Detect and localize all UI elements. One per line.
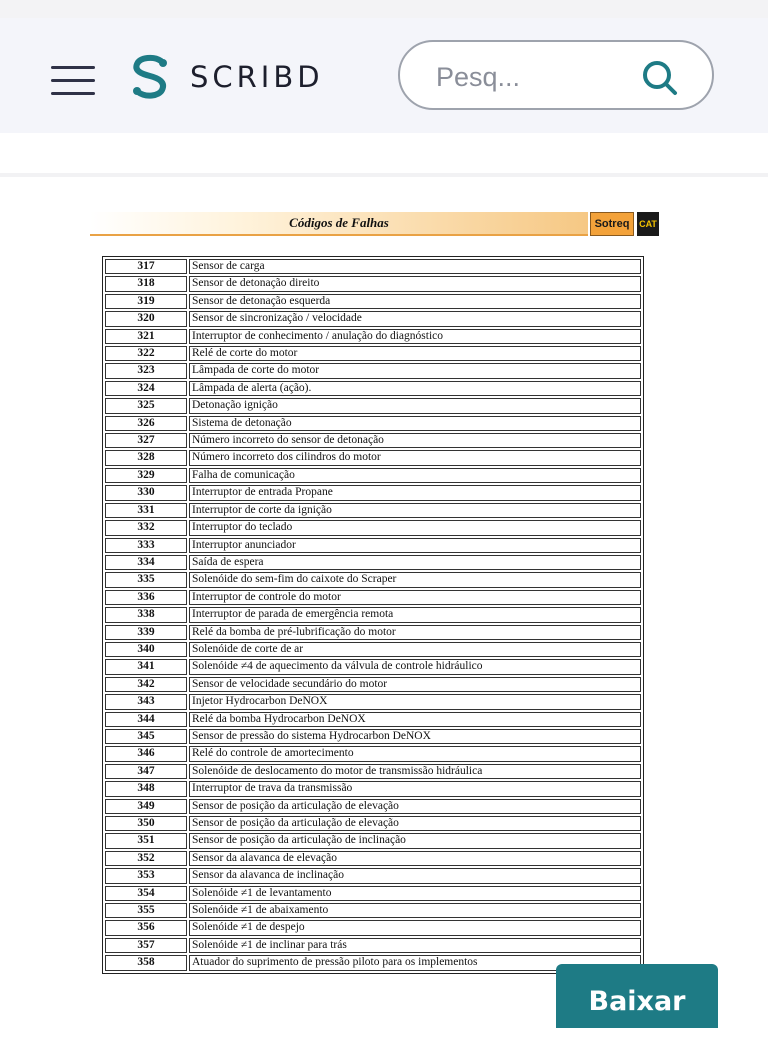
fault-code: 328 [105, 450, 187, 465]
fault-description: Solenóide de corte de ar [189, 642, 641, 657]
fault-description: Solenóide ≠1 de inclinar para trás [189, 938, 641, 953]
scribd-logo[interactable] [128, 52, 368, 102]
fault-code: 333 [105, 538, 187, 553]
fault-code: 334 [105, 555, 187, 570]
fault-description: Relé do controle de amortecimento [189, 746, 641, 761]
fault-code: 332 [105, 520, 187, 535]
fault-description: Interruptor de corte da ignição [189, 503, 641, 518]
fault-code: 357 [105, 938, 187, 953]
table-row [105, 903, 641, 918]
document-title-bar [90, 212, 588, 236]
fault-description: Sensor de detonação esquerda [189, 294, 641, 309]
table-row [105, 329, 641, 344]
fault-code: 345 [105, 729, 187, 744]
fault-code: 317 [105, 259, 187, 274]
fault-description: Interruptor do teclado [189, 520, 641, 535]
fault-description: Atuador do suprimento de pressão piloto para os implementos [189, 955, 641, 970]
fault-description: Falha de comunicação [189, 468, 641, 483]
fault-code: 341 [105, 659, 187, 674]
table-row [105, 555, 641, 570]
search-icon[interactable] [640, 58, 680, 98]
fault-code: 335 [105, 572, 187, 587]
table-row [105, 868, 641, 883]
fault-code: 358 [105, 955, 187, 970]
table-row [105, 694, 641, 709]
fault-code: 350 [105, 816, 187, 831]
fault-description: Sensor de posição da articulação de elevação [189, 799, 641, 814]
fault-description: Solenóide do sem-fim do caixote do Scraper [189, 572, 641, 587]
table-row [105, 276, 641, 291]
table-row [105, 920, 641, 935]
fault-code: 340 [105, 642, 187, 657]
table-row [105, 659, 641, 674]
fault-code: 329 [105, 468, 187, 483]
search-box[interactable] [398, 40, 714, 110]
fault-code: 320 [105, 311, 187, 326]
table-row [105, 450, 641, 465]
fault-description: Relé da bomba de pré-lubrificação do motor [189, 625, 641, 640]
table-row [105, 503, 641, 518]
table-row [105, 381, 641, 396]
fault-description: Sensor de pressão do sistema Hydrocarbon DeNOX [189, 729, 641, 744]
fault-description: Solenóide de deslocamento do motor de transmissão hidráulica [189, 764, 641, 779]
fault-description: Relé de corte do motor [189, 346, 641, 361]
table-row [105, 677, 641, 692]
table-row [105, 816, 641, 831]
fault-description: Solenóide ≠1 de despejo [189, 920, 641, 935]
status-strip [0, 0, 768, 18]
fault-code: 355 [105, 903, 187, 918]
table-row [105, 851, 641, 866]
fault-code: 344 [105, 712, 187, 727]
fault-description: Sistema de detonação [189, 416, 641, 431]
fault-description: Solenóide ≠1 de abaixamento [189, 903, 641, 918]
fault-description: Sensor de posição da articulação de elevação [189, 816, 641, 831]
fault-code: 331 [105, 503, 187, 518]
fault-description: Número incorreto dos cilindros do motor [189, 450, 641, 465]
fault-code: 321 [105, 329, 187, 344]
table-row [105, 746, 641, 761]
search-input[interactable] [434, 56, 638, 98]
download-button[interactable]: Baixar [556, 964, 718, 1028]
fault-description: Sensor de velocidade secundário do motor [189, 677, 641, 692]
table-row [105, 363, 641, 378]
fault-code: 349 [105, 799, 187, 814]
fault-code: 347 [105, 764, 187, 779]
table-row [105, 416, 641, 431]
table-row [105, 938, 641, 953]
fault-description: Solenóide ≠1 de levantamento [189, 886, 641, 901]
fault-code: 354 [105, 886, 187, 901]
table-row [105, 346, 641, 361]
table-row [105, 607, 641, 622]
fault-code: 351 [105, 833, 187, 848]
site-header [0, 18, 768, 133]
fault-code: 327 [105, 433, 187, 448]
fault-description: Interruptor anunciador [189, 538, 641, 553]
fault-code: 336 [105, 590, 187, 605]
document-title: Códigos de Falhas [289, 215, 389, 230]
fault-code: 324 [105, 381, 187, 396]
fault-code: 348 [105, 781, 187, 796]
fault-code: 326 [105, 416, 187, 431]
fault-code: 343 [105, 694, 187, 709]
scribd-s-icon [128, 54, 172, 100]
table-row [105, 712, 641, 727]
fault-description: Sensor da alavanca de elevação [189, 851, 641, 866]
fault-code: 356 [105, 920, 187, 935]
table-row [105, 572, 641, 587]
fault-code: 352 [105, 851, 187, 866]
fault-description: Sensor da alavanca de inclinação [189, 868, 641, 883]
table-row [105, 311, 641, 326]
table-row [105, 625, 641, 640]
cat-logo: CAT [637, 212, 659, 236]
fault-description: Sensor de posição da articulação de inclinação [189, 833, 641, 848]
fault-code: 319 [105, 294, 187, 309]
fault-code: 330 [105, 485, 187, 500]
fault-description: Lâmpada de alerta (ação). [189, 381, 641, 396]
table-row [105, 833, 641, 848]
fault-description: Interruptor de conhecimento / anulação do diagnóstico [189, 329, 641, 344]
table-row [105, 485, 641, 500]
fault-description: Lâmpada de corte do motor [189, 363, 641, 378]
header-divider [0, 173, 768, 177]
table-row [105, 468, 641, 483]
table-row [105, 799, 641, 814]
fault-description: Sensor de carga [189, 259, 641, 274]
table-row [105, 520, 641, 535]
fault-description: Número incorreto do sensor de detonação [189, 433, 641, 448]
table-row [105, 294, 641, 309]
fault-description: Interruptor de trava da transmissão [189, 781, 641, 796]
table-row [105, 781, 641, 796]
fault-code: 323 [105, 363, 187, 378]
fault-code: 346 [105, 746, 187, 761]
table-row [105, 433, 641, 448]
brand-name: SCRIBD [190, 60, 324, 94]
fault-description: Interruptor de controle do motor [189, 590, 641, 605]
fault-description: Detonação ignição [189, 398, 641, 413]
table-row [105, 590, 641, 605]
table-row [105, 642, 641, 657]
fault-codes-table [102, 256, 644, 974]
document-page [90, 208, 662, 988]
sotreq-logo: Sotreq [590, 212, 634, 236]
fault-description: Injetor Hydrocarbon DeNOX [189, 694, 641, 709]
fault-code: 322 [105, 346, 187, 361]
fault-description: Solenóide ≠4 de aquecimento da válvula de controle hidráulico [189, 659, 641, 674]
table-row [105, 764, 641, 779]
fault-description: Interruptor de parada de emergência remota [189, 607, 641, 622]
fault-code: 338 [105, 607, 187, 622]
fault-description: Sensor de detonação direito [189, 276, 641, 291]
menu-icon[interactable] [51, 66, 95, 96]
table-row [105, 538, 641, 553]
fault-code: 325 [105, 398, 187, 413]
fault-description: Interruptor de entrada Propane [189, 485, 641, 500]
fault-description: Sensor de sincronização / velocidade [189, 311, 641, 326]
fault-code: 353 [105, 868, 187, 883]
fault-code: 342 [105, 677, 187, 692]
table-row [105, 886, 641, 901]
fault-code: 339 [105, 625, 187, 640]
table-row [105, 259, 641, 274]
fault-description: Saída de espera [189, 555, 641, 570]
table-row [105, 398, 641, 413]
fault-code: 318 [105, 276, 187, 291]
fault-description: Relé da bomba Hydrocarbon DeNOX [189, 712, 641, 727]
table-row [105, 729, 641, 744]
